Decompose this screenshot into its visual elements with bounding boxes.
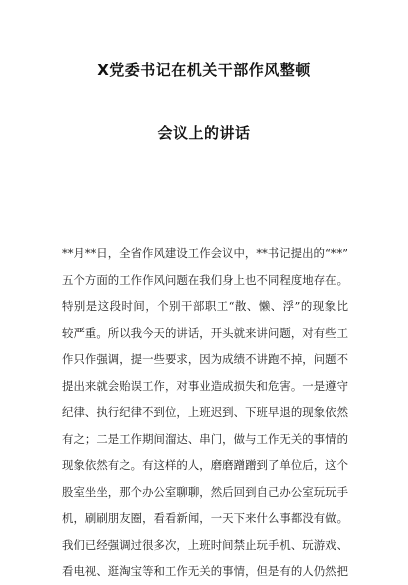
- body-line: 提出来就会贻误工作，对事业造成损失和危害。一是遵守: [62, 378, 348, 393]
- body-line: 作只作强调，提一些要求，因为成绩不讲跑不掉，问题不: [62, 352, 348, 366]
- body-line: 有之；二是工作期间溜达、串门，做与工作无关的事情的: [62, 431, 348, 446]
- body-line: 现象依然有之。有这样的人，磨磨蹭蹭到了单位后，这个: [62, 458, 348, 472]
- body-line: 纪律、执行纪律不到位，上班迟到、下班早退的现象依然: [62, 405, 348, 419]
- document-title-line-1: X党委书记在机关干部作风整顿: [97, 61, 311, 79]
- body-line: 我们已经强调过很多次，上班时间禁止玩手机、玩游戏、: [62, 537, 348, 552]
- document-title-line-2: 会议上的讲话: [157, 124, 251, 142]
- speech-body: [62, 240, 348, 585]
- body-line: **月**日，全省作风建设工作会议中，**书记提出的“**”: [62, 246, 348, 260]
- body-line: 五个方面的工作作风问题在我们身上也不同程度地存在。: [62, 272, 348, 287]
- body-line: 较严重。所以我今天的讲话，开头就来讲问题，对有些工: [62, 325, 348, 340]
- body-line: 看电视、逛淘宝等和工作无关的事情，但是有的人仍然把: [62, 564, 348, 578]
- body-line: 机，刷刷朋友圈，看看新闻，一天下来什么事都没有做。: [62, 511, 348, 525]
- body-line: 特别是这段时间，个别干部职工“散、懒、浮”的现象比: [62, 299, 348, 313]
- body-line: 股室坐坐，那个办公室聊聊，然后回到自己办公室玩玩手: [62, 484, 348, 499]
